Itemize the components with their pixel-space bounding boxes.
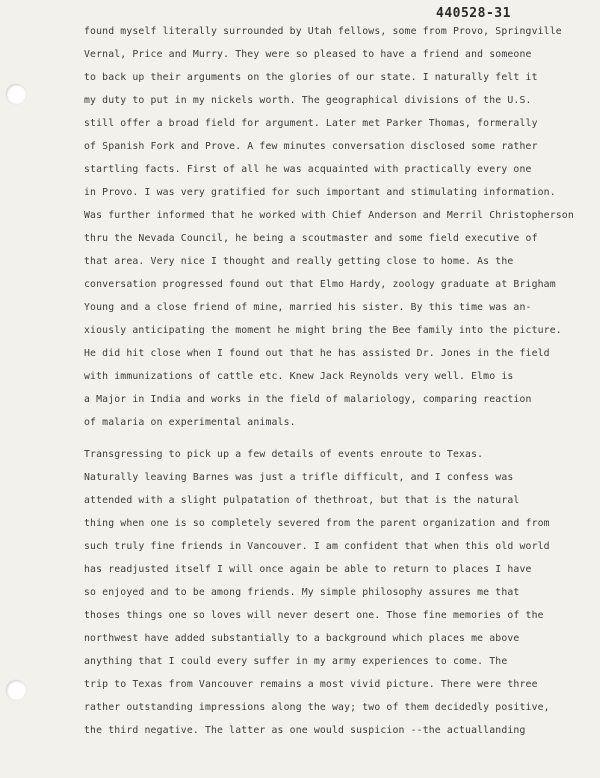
text-line: still offer a broad field for argument. Later met Parker Thomas, formerally: [84, 118, 538, 129]
text-line: attended with a slight pulpatation of thethroat, but that is the natural: [84, 495, 520, 506]
text-line: in Provo. I was very gratified for such important and stimulating information.: [84, 187, 556, 198]
text-line: Naturally leaving Barnes was just a trifle difficult, and I confess was: [84, 472, 514, 483]
text-line: anything that I could every suffer in my army experiences to come. The: [84, 656, 508, 667]
text-line: my duty to put in my nickels worth. The geographical divisions of the U.S.: [84, 95, 532, 106]
text-line: thru the Nevada Council, he being a scoutmaster and some field executive of: [84, 233, 538, 244]
text-line: Young and a close friend of mine, married his sister. By this time was an-: [84, 302, 532, 313]
text-line: found myself literally surrounded by Utah fellows, some from Provo, Springville: [84, 26, 562, 37]
text-line: a Major in India and works in the field of malariology, comparing reaction: [84, 394, 532, 405]
text-line: startling facts. First of all he was acquainted with practically every one: [84, 164, 532, 175]
text-line: He did hit close when I found out that he has assisted Dr. Jones in the field: [84, 348, 550, 359]
text-line: xiously anticipating the moment he might bring the Bee family into the picture.: [84, 325, 562, 336]
text-line: northwest have added substantially to a background which places me above: [84, 633, 520, 644]
text-line: of Spanish Fork and Prove. A few minutes conversation disclosed some rather: [84, 141, 538, 152]
text-line: to back up their arguments on the glories of our state. I naturally felt it: [84, 72, 538, 83]
text-line: Was further informed that he worked with Chief Anderson and Merril Christopherson: [84, 210, 574, 221]
text-line: rather outstanding impressions along the way; two of them decidedly positive,: [84, 702, 550, 713]
text-line: thing when one is so completely severed from the parent organization and from: [84, 518, 550, 529]
document-number: 440528-31: [436, 6, 511, 21]
text-line: trip to Texas from Vancouver remains a most vivid picture. There were three: [84, 679, 538, 690]
text-line: Transgressing to pick up a few details of events enroute to Texas.: [84, 449, 484, 460]
text-line: such truly fine friends in Vancouver. I am confident that when this old world: [84, 541, 550, 552]
text-line: the third negative. The latter as one would suspicion --the actuallanding: [84, 725, 526, 736]
text-line: thoses things one so loves will never desert one. Those fine memories of the: [84, 610, 544, 621]
text-line: of malaria on experimental animals.: [84, 417, 296, 428]
text-line: conversation progressed found out that Elmo Hardy, zoology graduate at Brigham: [84, 279, 556, 290]
text-line: Vernal, Price and Murry. They were so pleased to have a friend and someone: [84, 49, 532, 60]
text-line: with immunizations of cattle etc. Knew Jack Reynolds very well. Elmo is: [84, 371, 514, 382]
text-line: has readjusted itself I will once again be able to return to places I have: [84, 564, 532, 575]
text-line: so enjoyed and to be among friends. My simple philosophy assures me that: [84, 587, 520, 598]
text-line: that area. Very nice I thought and really getting close to home. As the: [84, 256, 514, 267]
